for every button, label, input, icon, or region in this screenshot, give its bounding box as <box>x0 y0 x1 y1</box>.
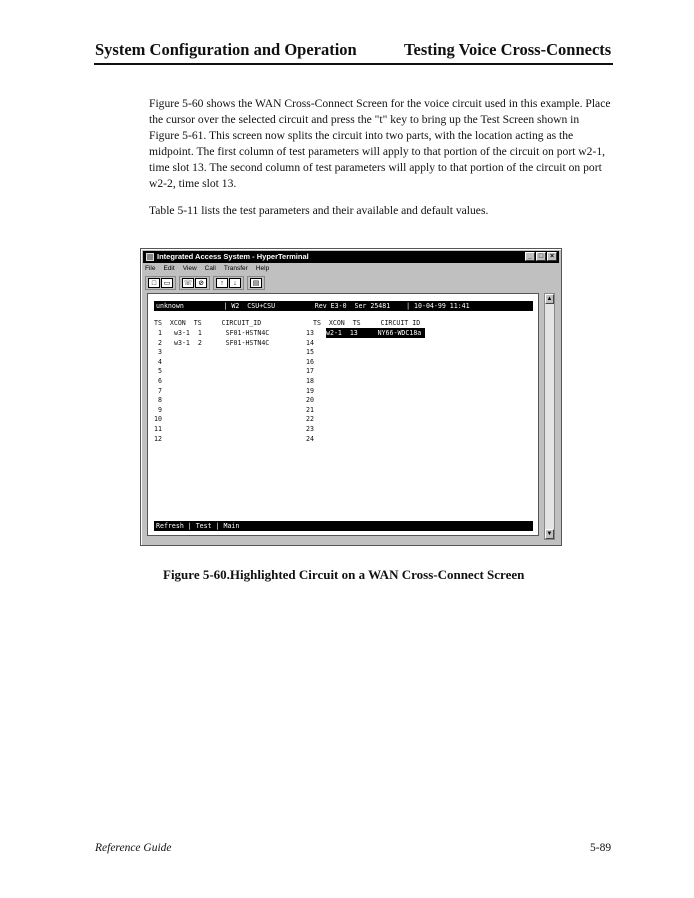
row-ts: 22 <box>306 415 314 424</box>
toolbar-group-transfer <box>213 276 244 290</box>
row-ts: 20 <box>306 396 314 405</box>
window-title: Integrated Access System - HyperTerminal <box>157 252 309 261</box>
terminal-command-line: Refresh | Test | Main <box>154 521 533 531</box>
vertical-scrollbar[interactable] <box>544 293 555 540</box>
scroll-down-icon[interactable]: ▼ <box>546 531 553 537</box>
menu-bar <box>145 264 269 274</box>
row-ts: 19 <box>306 386 314 395</box>
toolbar-group-call <box>179 276 210 290</box>
body-paragraph-1 <box>149 96 612 192</box>
terminal-status-line: unknown | W2 CSU+CSU Rev E3-0 Ser 25481 | 10-04-99 11:41 <box>154 301 533 311</box>
menu-edit[interactable]: Edit <box>163 265 175 272</box>
row-ts: 12 <box>154 434 162 443</box>
running-header-right: Testing Voice Cross-Connects <box>404 40 612 59</box>
send-icon[interactable]: ↑ <box>216 278 228 288</box>
column-headers-right: TS XCON TS CIRCUIT ID <box>313 319 421 327</box>
row-ts: 21 <box>306 405 314 414</box>
row-ts: 14 <box>306 338 314 347</box>
circuit-entry: w3-1 2 SF01-HSTN4C <box>174 338 270 347</box>
terminal-screen[interactable] <box>147 293 539 536</box>
toolbar-group-file <box>145 276 176 290</box>
new-icon[interactable]: □ <box>148 278 160 288</box>
row-ts: 24 <box>306 434 314 443</box>
window-titlebar[interactable] <box>143 251 559 263</box>
menu-call[interactable]: Call <box>204 265 216 272</box>
paragraph-text: Table 5-11 lists the test parameters and their available and default values. <box>149 204 489 217</box>
row-ts: 6 <box>154 377 162 385</box>
row-ts: 18 <box>306 377 314 385</box>
menu-help[interactable]: Help <box>255 265 270 272</box>
running-header-left: System Configuration and Operation <box>95 40 357 59</box>
open-icon[interactable]: ▭ <box>161 278 173 288</box>
row-ts: 9 <box>154 405 162 414</box>
row-ts: 11 <box>154 425 162 433</box>
footer-left: Reference Guide <box>95 842 172 854</box>
properties-icon[interactable]: ▤ <box>250 278 262 288</box>
page-number: 5-89 <box>590 842 612 854</box>
disconnect-icon[interactable]: ⊘ <box>195 278 207 288</box>
row-ts: 7 <box>154 386 162 395</box>
header-rule <box>94 63 613 65</box>
app-icon <box>146 253 154 261</box>
row-ts: 5 <box>154 367 162 376</box>
scroll-up-icon[interactable]: ▲ <box>546 296 553 302</box>
receive-icon[interactable]: ↓ <box>229 278 241 288</box>
toolbar <box>145 276 265 290</box>
row-ts: 8 <box>154 396 162 405</box>
row-ts: 16 <box>306 357 314 366</box>
window-controls <box>525 252 557 261</box>
menu-transfer[interactable]: Transfer <box>223 265 248 272</box>
row-ts: 23 <box>306 425 314 433</box>
body-paragraph-2 <box>149 203 612 219</box>
row-ts: 17 <box>306 367 314 376</box>
column-headers-left: TS XCON TS CIRCUIT_ID <box>154 319 262 327</box>
row-ts: 13 <box>306 329 314 337</box>
menu-file[interactable]: File <box>145 265 156 272</box>
row-ts: 1 <box>154 329 162 337</box>
toolbar-group-props <box>247 276 265 290</box>
circuit-entry: w3-1 1 SF01-HSTN4C <box>174 329 270 337</box>
row-ts: 4 <box>154 357 162 366</box>
row-ts: 2 <box>154 338 162 347</box>
row-ts: 10 <box>154 415 162 424</box>
row-ts: 3 <box>154 348 162 357</box>
paragraph-text: Figure 5-60 shows the WAN Cross-Connect Screen for the voice circuit used in this example. Place the cursor over the selected circuit and press the "t" key to bring up the Test Screen shown in Figure 5-61. This screen now splits the circuit into two parts, with the location acting as the midpoint. The first column of test parameters will apply to that portion of the circuit on port w2-1, time slot 13. The second column of test parameters will apply to that portion of the circuit on port w2-2, time slot 13. <box>149 97 611 190</box>
minimize-button[interactable]: _ <box>525 252 535 261</box>
maximize-button[interactable]: □ <box>536 252 546 261</box>
figure-caption: Figure 5-60.Highlighted Circuit on a WAN Cross-Connect Screen <box>163 567 525 582</box>
highlighted-circuit: w2-1 13 NY66-WDC18a <box>326 329 426 337</box>
phone-icon[interactable]: ☏ <box>183 279 193 287</box>
close-button[interactable]: × <box>547 252 557 261</box>
menu-view[interactable]: View <box>182 265 197 272</box>
hyperterminal-window <box>140 248 562 546</box>
row-ts: 15 <box>306 348 314 357</box>
